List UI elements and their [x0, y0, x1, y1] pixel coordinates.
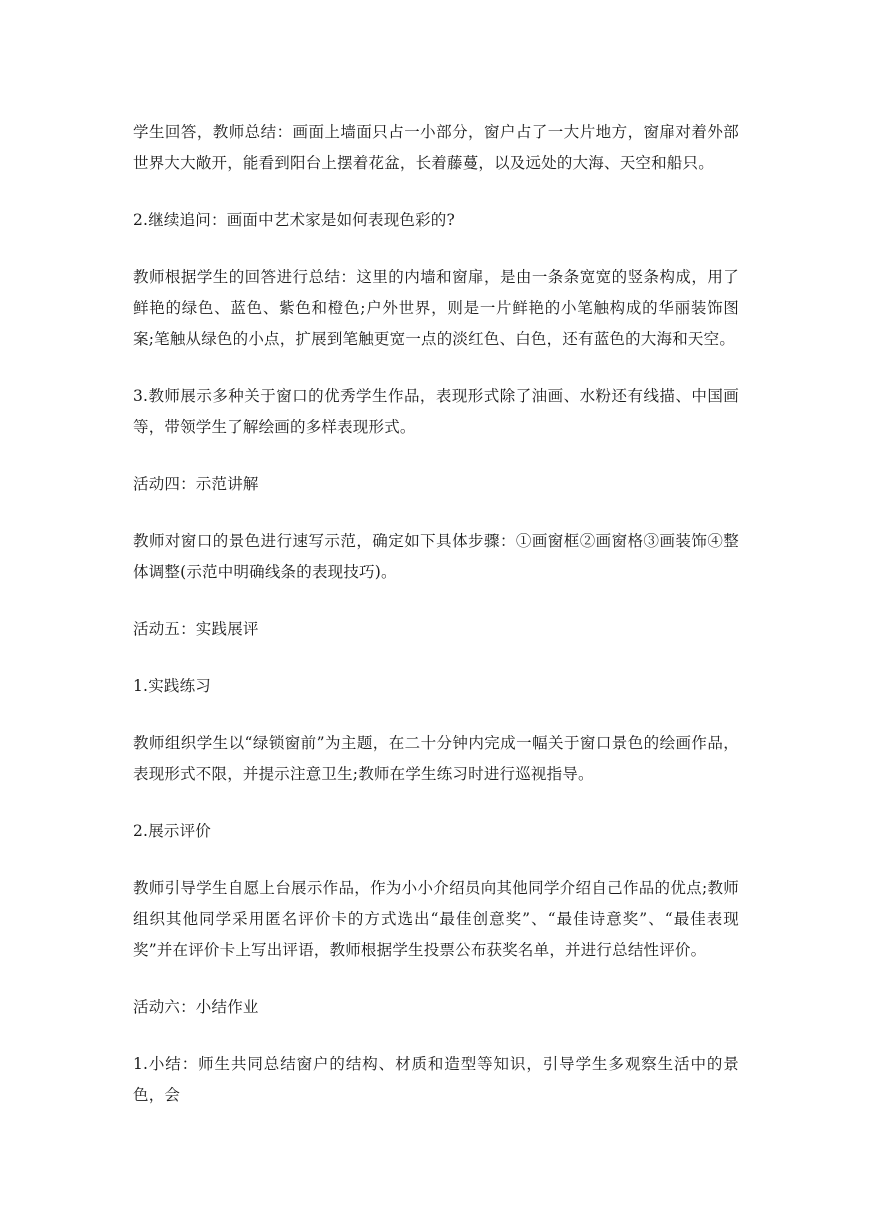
paragraph-demonstration: 教师对窗口的景色进行速写示范，确定如下具体步骤：①画窗框②画窗格③画装饰④整体调整(示范中明确线条的表现技巧)。 — [133, 532, 739, 581]
paragraph-evaluation: 教师引导学生自愿上台展示作品，作为小小介绍员向其他同学介绍自己作品的优点;教师组织其他同学采用匿名评价卡的方式选出“最佳创意奖”、“最佳诗意奖”、“最佳表现奖”并在评价卡上写出评语，教师根据学生投票公布获奖名单，并进行总结性评价。 — [133, 879, 739, 959]
paragraph-student-answer-summary: 学生回答，教师总结：画面上墙面只占一小部分，窗户占了一大片地方，窗扉对着外部世界大大敞开，能看到阳台上摆着花盆，长着藤蔓，以及远处的大海、天空和船只。 — [133, 123, 739, 172]
paragraph-summary: 1.小结：师生共同总结窗户的结构、材质和造型等知识，引导学生多观察生活中的景色，会 — [133, 1055, 739, 1104]
heading-activity-five: 活动五：实践展评 — [133, 620, 259, 638]
document-body — [133, 117, 739, 1111]
subheading-practice: 1.实践练习 — [133, 677, 211, 695]
paragraph-practice: 教师组织学生以“绿锁窗前”为主题，在二十分钟内完成一幅关于窗口景色的绘画作品，表现形式不限，并提示注意卫生;教师在学生练习时进行巡视指导。 — [133, 734, 739, 783]
paragraph-color-summary: 教师根据学生的回答进行总结：这里的内墙和窗扉，是由一条条宽宽的竖条构成，用了鲜艳的绿色、蓝色、紫色和橙色;户外世界，则是一片鲜艳的小笔触构成的华丽装饰图案;笔触从绿色的小点，扩展到笔触更宽一点的淡红色、白色，还有蓝色的大海和天空。 — [133, 268, 739, 348]
paragraph-student-works: 3.教师展示多种关于窗口的优秀学生作品，表现形式除了油画、水粉还有线描、中国画等，带领学生了解绘画的多样表现形式。 — [133, 387, 739, 436]
paragraph-follow-up-question: 2.继续追问：画面中艺术家是如何表现色彩的? — [133, 211, 455, 229]
subheading-evaluation: 2.展示评价 — [133, 822, 211, 840]
heading-activity-four: 活动四：示范讲解 — [133, 475, 259, 493]
heading-activity-six: 活动六：小结作业 — [133, 998, 259, 1016]
